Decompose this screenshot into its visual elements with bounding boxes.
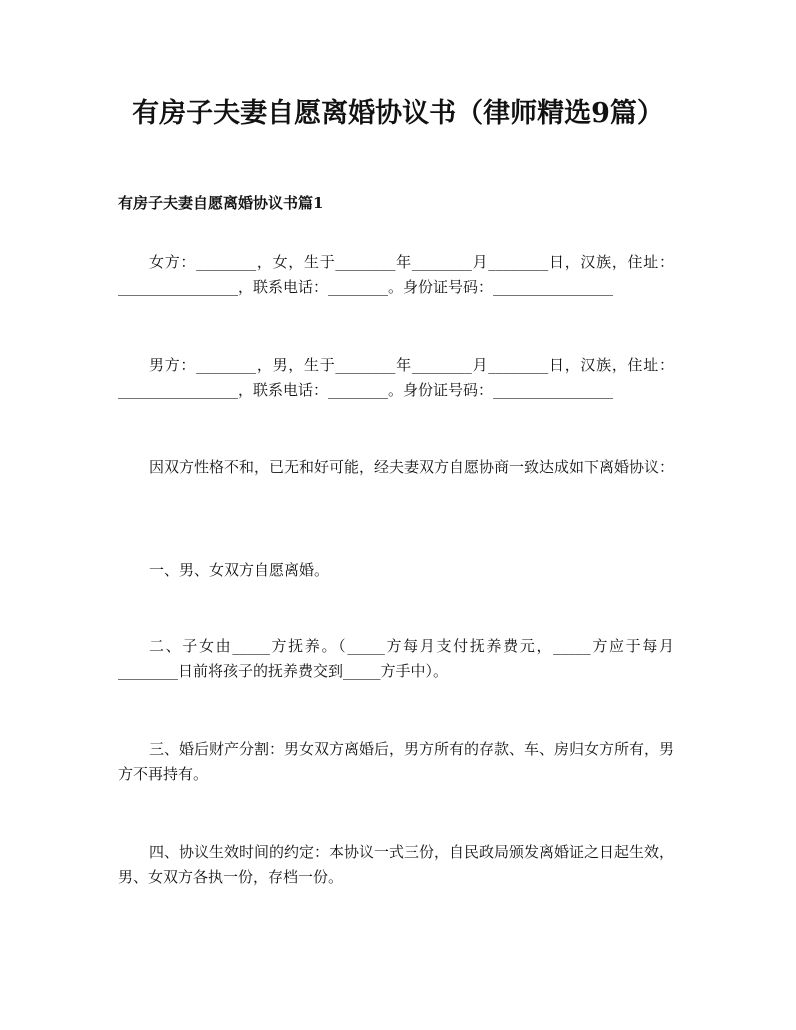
document-title: 有房子夫妻自愿离婚协议书（律师精选9篇）	[132, 98, 664, 129]
clause-4-paragraph: 四、协议生效时间的约定：本协议一式三份，自民政局颁发离婚证之日起生效，男、女双方各执一份，存档一份。	[118, 843, 675, 886]
male-party-paragraph: 男方：________，男，生于________年________月________日，汉族，住址：________________，联系电话：________。身份证号码：________________	[118, 356, 674, 399]
female-party-paragraph: 女方：________，女，生于________年________月________日，汉族，住址：________________，联系电话：________。身份证号码：________________	[118, 253, 674, 296]
clause-2-paragraph: 二、子女由_____方抚养。（_____方每月支付抚养费元，_____方应于每月________日前将孩子的抚养费交到_____方手中）。	[118, 637, 674, 680]
agreement-intro-paragraph: 因双方性格不和，已无和好可能，经夫妻双方自愿协商一致达成如下离婚协议：	[149, 458, 675, 476]
clause-1-paragraph: 一、男、女双方自愿离婚。	[149, 561, 330, 579]
clause-3-paragraph: 三、婚后财产分割：男女双方离婚后，男方所有的存款、车、房归女方所有，男方不再持有。	[118, 740, 675, 783]
section-heading: 有房子夫妻自愿离婚协议书篇1	[118, 194, 324, 212]
